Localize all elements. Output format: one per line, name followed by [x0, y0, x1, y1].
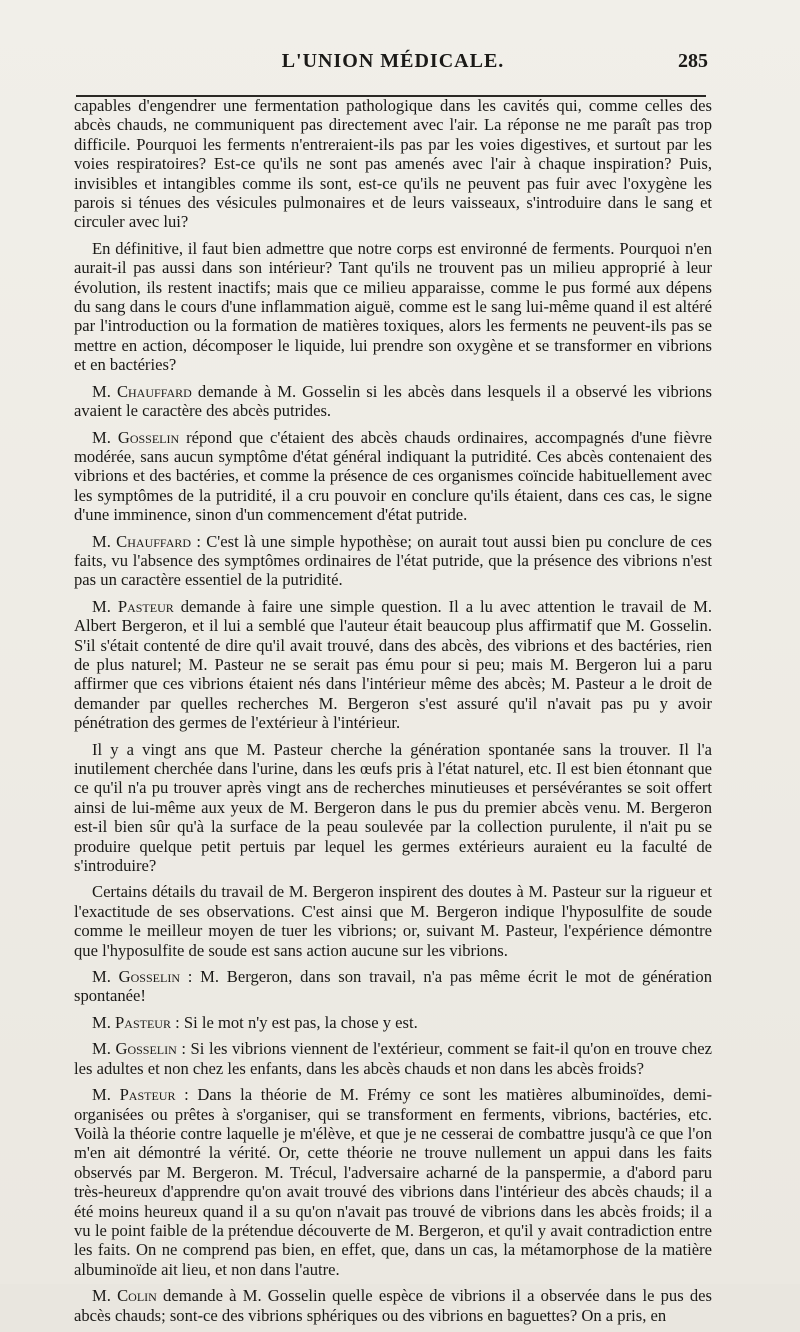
speaker-name: M. Gosselin — [92, 427, 180, 447]
paragraph — [74, 740, 712, 876]
speaker-name: M. Gosselin — [92, 967, 180, 987]
page-header — [78, 44, 708, 84]
paragraph — [74, 882, 712, 960]
paragraph — [74, 1039, 712, 1078]
paragraph — [74, 967, 712, 1006]
speaker-name: M. Pasteur — [92, 1012, 171, 1032]
page-number: 285 — [678, 50, 708, 72]
paragraph — [74, 532, 712, 590]
speaker-name: M. Pasteur — [92, 1085, 176, 1105]
speaker-name: M. Gosselin — [92, 1039, 177, 1059]
speaker-name: M. Chauffard — [92, 531, 192, 551]
paragraph-text: répond que c'étaient des abcès chauds ordinaires, accompagnés d'une fièvre modérée, sans aucun symptôme d'état général indiquant la putridité. Ces abcès contenaient des vibrions et des bactéries, et comme la présence de ces organismes coïncide habituellement avec les symptômes de la putridité, il a cru pouvoir en conclure qu'ils étaient, dans ces cas, le signe d'une imminence, sinon d'un commencement d'état putride. — [74, 427, 713, 525]
paragraph — [74, 239, 712, 375]
paragraph-text: : Si les vibrions viennent de l'extérieur, comment se fait-il qu'on en trouve chez les adultes et non chez les enfants, dans les abcès chauds et non dans les abcès froids? — [74, 1039, 712, 1078]
running-title: L'UNION MÉDICALE. — [281, 50, 505, 72]
paragraph — [74, 96, 712, 232]
speaker-name: M. Chauffard — [92, 381, 192, 401]
body-text — [74, 96, 712, 1332]
paragraph-text: demande à M. Gosselin si les abcès dans lesquels il a observé les vibrions avaient le caractère des abcès putrides. — [74, 381, 712, 421]
speaker-name: M. Pasteur — [92, 596, 174, 616]
paragraph — [74, 382, 712, 421]
paragraph — [74, 1013, 712, 1032]
paragraph — [74, 428, 712, 525]
paragraph-text: : M. Bergeron, dans son travail, n'a pas même écrit le mot de génération spontanée! — [74, 967, 712, 1006]
paragraph-text: : C'est là une simple hypothèse; on aurait tout aussi bien pu conclure de ces faits, vu l'absence des symptômes ordinaires de l'état putride, que la présence des vibrions n'est pas un caractère essentiel de la putridité. — [74, 531, 712, 590]
paragraph — [74, 1085, 712, 1279]
paragraph-text: demande à faire une simple question. Il a lu avec attention le travail de M. Albert Bergeron, et il lui a semblé que l'auteur était beaucoup plus affirmatif que M. Gosselin. S'il s'était contenté de dire qu'il avait trouvé, dans des abcès, des vibrions et des bactéries, rien de plus naturel; M. Pasteur ne se serait pas ému pour si peu; mais M. Bergeron lui a paru affirmer que ces vibrions étaient nés dans l'intérieur même des abcès; M. Pasteur a le droit de demander par quelles recherches M. Bergeron s'est assuré qu'il n'avait pas pu y avoir pénétration des germes de l'extérieur à l'intérieur. — [74, 596, 712, 733]
paragraph — [74, 597, 712, 733]
speaker-name: M. Colin — [92, 1286, 157, 1306]
paragraph-text: Il y a vingt ans que M. Pasteur cherche la génération spontanée sans la trouver. Il l'a inutilement cherchée dans l'urine, dans les œufs pris à l'état naturel, etc. Il est bien étonnant que ce qu'il n'a pu trouver après vingt ans de recherches minutieuses et persévérantes se soit offert ainsi de lui-même aux yeux de M. Bergeron dans le pus du premier abcès venu. M. Bergeron est-il bien sûr qu'à la surface de la peau soulevée par la collection purulente, il n'ait pu se produire quelque petit pertuis par lequel les germes extérieurs auraient eu la faculté de s'introduire? — [74, 739, 712, 876]
paragraph-text: demande à M. Gosselin quelle espèce de vibrions il a observée dans le pus des abcès chauds; sont-ce des vibrions sphériques ou des vibrions en baguettes? On a pris, en — [74, 1286, 713, 1325]
paragraph — [74, 1286, 712, 1325]
paragraph-text: En définitive, il faut bien admettre que notre corps est environné de ferments. Pourquoi n'en aurait-il pas aussi dans son intérieur? Tant qu'ils ne trouvent pas un milieu approprié à leur évolution, ils restent inactifs; mais que ce milieu apparaisse, comme le pus formé aux dépens du sang dans le cours d'une inflammation aiguë, comme est le sang lui-même quand il est altéré par l'introduction ou la formation de matières toxiques, alors les ferments ne peuvent-ils pas se mettre en action, décomposer le liquide, lui prendre son oxygène et se transformer en vibrions et en bactéries? — [74, 238, 712, 375]
paragraph-text: capables d'engendrer une fermentation pathologique dans les cavités qui, comme celles des abcès chauds, ne communiquent pas directement avec l'air. La réponse ne me paraît pas trop difficile. Pourquoi les ferments n'entreraient-ils pas par les voies digestives, et surtout par les voies respiratoires? Est-ce qu'ils ne sont pas amenés avec l'air à chaque inspiration? Puis, invisibles et intangibles comme ils sont, est-ce qu'ils ne peuvent pas fuir avec l'oxygène les parois si ténues des vésicules pulmonaires et de leurs vaisseaux, s'introduire dans le sang et circuler avec lui? — [74, 96, 712, 232]
paragraph-text: Certains détails du travail de M. Bergeron inspirent des doutes à M. Pasteur sur la rigueur et l'exactitude de ses observations. C'est ainsi que M. Bergeron indique l'hyposulfite de soude comme le meilleur moyen de tuer les vibrions; or, suivant M. Pasteur, l'expérience démontre que l'hyposulfite de soude est sans action aucune sur les vibrions. — [74, 882, 712, 960]
paragraph-text: : Si le mot n'y est pas, la chose y est. — [175, 1012, 418, 1032]
paragraph-text: : Dans la théorie de M. Frémy ce sont les matières albuminoïdes, demi-organisées ou prêtes à s'organiser, qui se transforment en ferments, vibrions, bactéries, etc. Voilà la théorie contre laquelle je m'élève, et que je ne cesserai de combattre jusqu'à ce que l'on m'en ait démontré la vérité. Or, cette théorie ne trouve nullement un appui dans les faits observés par M. Bergeron. M. Trécul, l'adversaire acharné de la panspermie, a d'abord paru très-heureux d'apprendre qu'on avait trouvé des vibrions dans l'intérieur des abcès chauds; il a été moins heureux quand il a su qu'on n'avait pas trouvé de vibrions dans les abcès froids; il a vu le point faible de la prétendue découverte de M. Bergeron, et qu'il y avait contradiction entre les faits. On ne comprend pas bien, en effet, que, dans un cas, la métamorphose de la matière albuminoïde ait lieu, et non dans l'autre. — [74, 1085, 712, 1279]
